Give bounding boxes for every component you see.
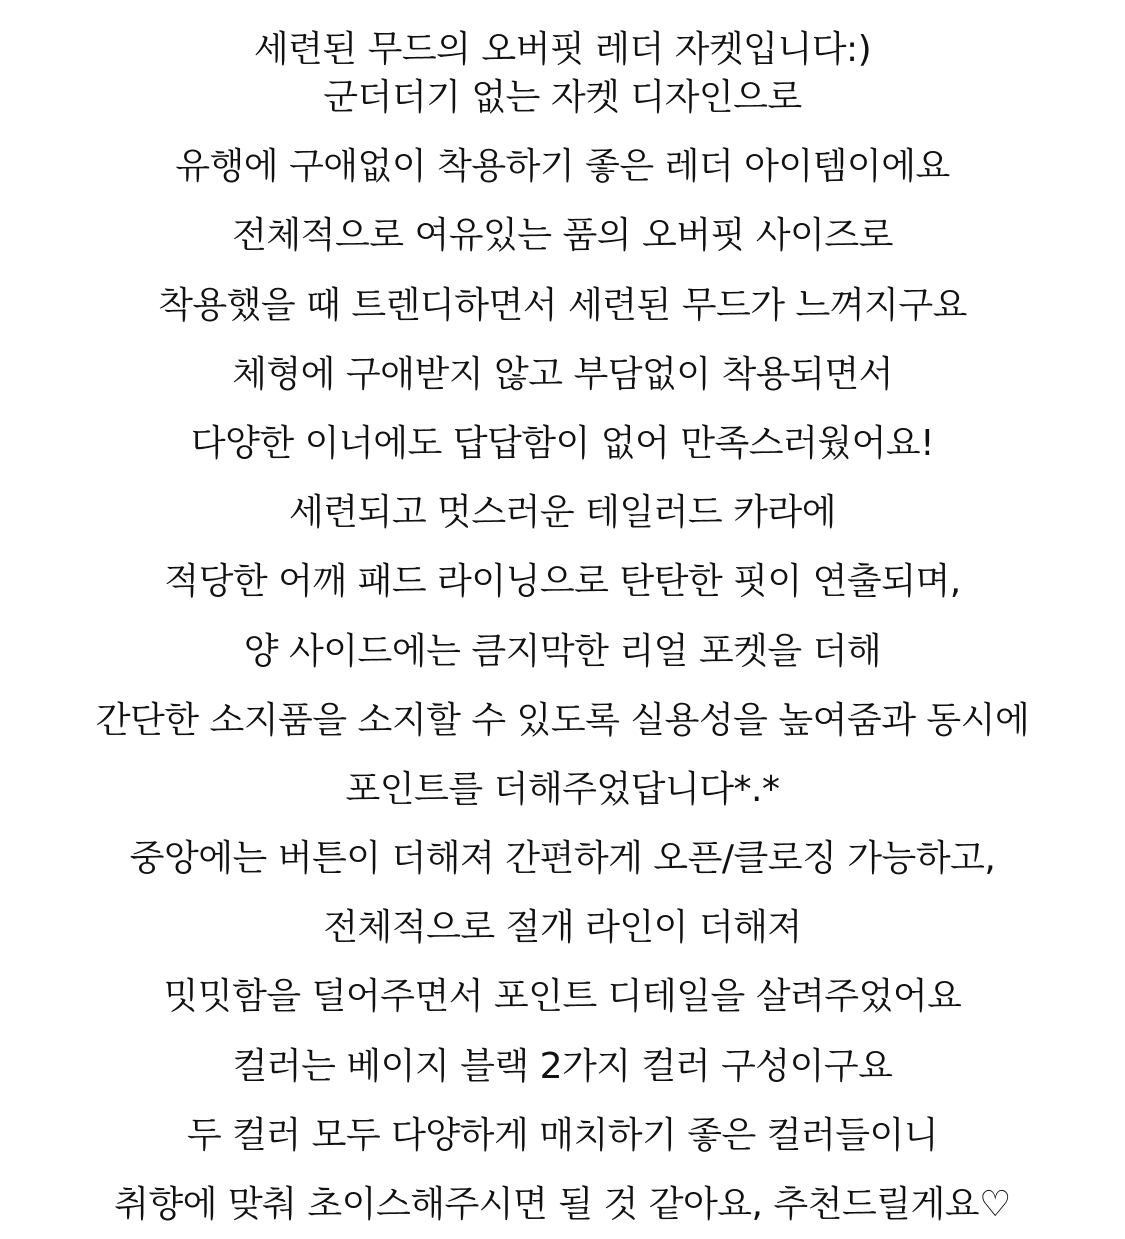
description-line: 체형에 구애받지 않고 부담없이 착용되면서: [232, 353, 893, 395]
description-line: 컬러는 베이지 블랙 2가지 컬러 구성이구요: [232, 1045, 893, 1087]
description-line: 두 컬러 모두 다양하게 매치하기 좋은 컬러들이니: [186, 1114, 939, 1156]
description-line: 포인트를 더해주었답니다*.*: [345, 768, 780, 810]
description-line: 양 사이드에는 큼지막한 리얼 포켓을 더해: [243, 630, 882, 672]
description-line: 유행에 구애없이 착용하기 좋은 레더 아이템이에요: [175, 146, 950, 188]
description-line: 적당한 어깨 패드 라이닝으로 탄탄한 핏이 연출되며,: [164, 561, 961, 603]
description-line: 세련된 무드의 오버핏 레더 자켓입니다:): [253, 29, 872, 70]
description-line: 세련되고 멋스러운 테일러드 카라에: [289, 492, 836, 534]
description-line: 전체적으로 절개 라인이 더해져: [323, 907, 802, 949]
description-line: 착용했을 때 트렌디하면서 세련된 무드가 느껴지구요: [158, 284, 967, 326]
description-line: 취향에 맞춰 초이스해주시면 될 것 같아요, 추천드릴게요♡: [114, 1184, 1011, 1225]
description-line: 밋밋함을 덜어주면서 포인트 디테일을 살려주었어요: [163, 976, 962, 1018]
description-line: 전체적으로 여유있는 품의 오버핏 사이즈로: [232, 215, 893, 257]
description-line: 다양한 이너에도 답답함이 없어 만족스러웠어요!: [190, 422, 935, 464]
description-line: 간단한 소지품을 소지할 수 있도록 실용성을 높여줌과 동시에: [95, 699, 1030, 741]
description-line: 중앙에는 버튼이 더해져 간편하게 오픈/클로징 가능하고,: [129, 838, 996, 880]
description-line: 군더더기 없는 자켓 디자인으로: [323, 77, 802, 118]
